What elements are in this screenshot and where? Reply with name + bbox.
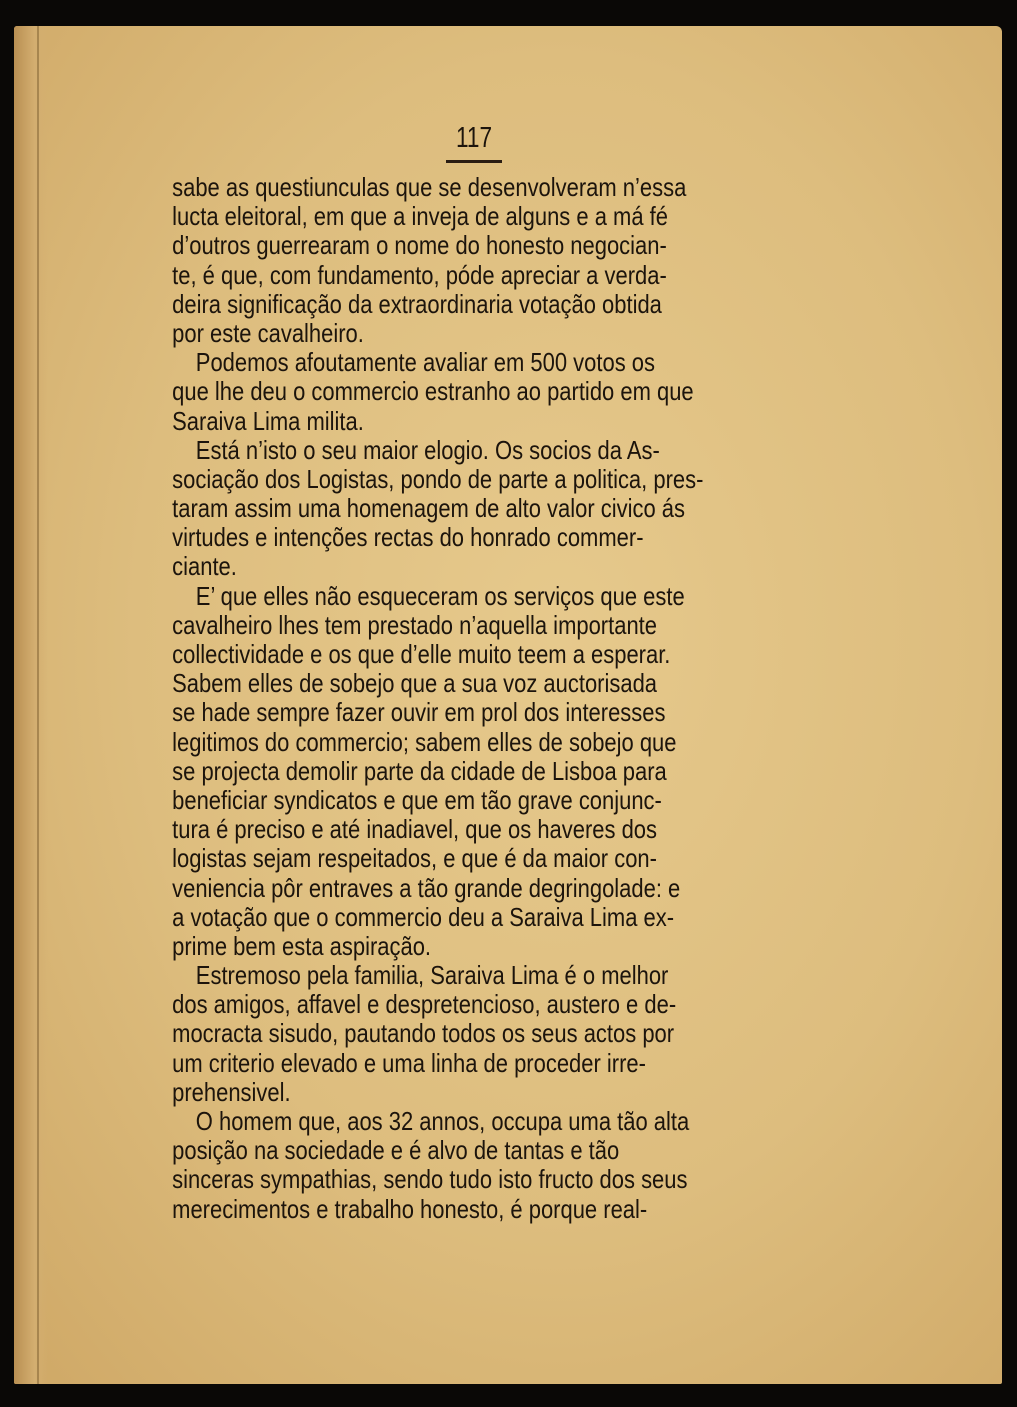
text-line: a votação que o commercio deu a Saraiva Lima ex- (172, 901, 675, 932)
text-line: prehensivel. (172, 1076, 291, 1107)
text-line: sabe as questiunculas que se desenvolveram n’essa (172, 172, 687, 202)
text-line: um criterio elevado e uma linha de proceder irre- (172, 1047, 646, 1078)
text-line: lucta eleitoral, em que a inveja de alguns e a má fé (172, 201, 668, 232)
text-line: Saraiva Lima milita. (172, 405, 364, 436)
text-line: Estremoso pela familia, Saraiva Lima é o melhor (195, 960, 669, 991)
text-line: Podemos afoutamente avaliar em 500 votos os (195, 347, 656, 378)
text-line: mocracta sisudo, pautando todos os seus actos por (172, 1018, 675, 1049)
text-line: O homem que, aos 32 annos, occupa uma tão alta (195, 1106, 690, 1136)
text-line: merecimentos e trabalho honesto, é porque real- (172, 1193, 648, 1224)
book-page (14, 26, 1002, 1384)
page-number: 117 (455, 122, 493, 154)
text-line: cavalheiro lhes tem prestado n’aquella importante (172, 609, 657, 640)
text-line: se projecta demolir parte da cidade de Lisboa para (172, 755, 667, 786)
text-line: veniencia pôr entraves a tão grande degringolade: e (172, 872, 681, 903)
text-line: se hade sempre fazer ouvir em prol dos interesses (172, 697, 666, 728)
text-line: prime bem esta aspiração. (172, 930, 432, 961)
text-line: d’outros guerrearam o nome do honesto negocian- (172, 230, 667, 261)
text-line: posição na sociedade e é alvo de tantas e tão (172, 1135, 620, 1166)
text-line: te, é que, com fundamento, póde apreciar a verda- (172, 259, 667, 290)
text-line: taram assim uma homenagem de alto valor civico ás (172, 493, 686, 524)
page-binding-shadow (14, 26, 48, 1384)
text-line: beneficiar syndicatos e que em tão grave conjunc- (172, 784, 662, 815)
text-line: virtudes e intenções rectas do honrado commer- (172, 522, 644, 553)
text-line: E’ que elles não esqueceram os serviços que este (195, 580, 685, 611)
text-line: legitimos do commercio; sabem elles de sobejo que (172, 726, 677, 757)
text-line: logistas sejam respeitados, e que é da maior con- (172, 843, 657, 874)
text-line: dos amigos, affavel e despretencioso, austero e de- (172, 989, 677, 1020)
header-rule (446, 160, 502, 163)
text-line: sociação dos Logistas, pondo de parte a politica, pres- (172, 463, 704, 494)
text-line: tura é preciso e até inadiavel, que os haveres dos (172, 814, 658, 845)
text-line: por este cavalheiro. (172, 317, 364, 348)
text-line: sinceras sympathias, sendo tudo isto fructo dos seus (172, 1164, 688, 1195)
text-line: Sabem elles de sobejo que a sua voz auctorisada (172, 668, 658, 699)
text-line: ciante. (172, 551, 237, 582)
body-text (162, 173, 952, 1224)
text-line: que lhe deu o commercio estranho ao partido em que (172, 376, 694, 407)
text-line: collectividade e os que d’elle muito teem a esperar. (172, 639, 671, 669)
text-line: Está n’isto o seu maior elogio. Os socios da As- (195, 434, 660, 465)
binding-fold-line (37, 26, 39, 1384)
text-line: deira significação da extraordinaria votação obtida (172, 288, 662, 319)
